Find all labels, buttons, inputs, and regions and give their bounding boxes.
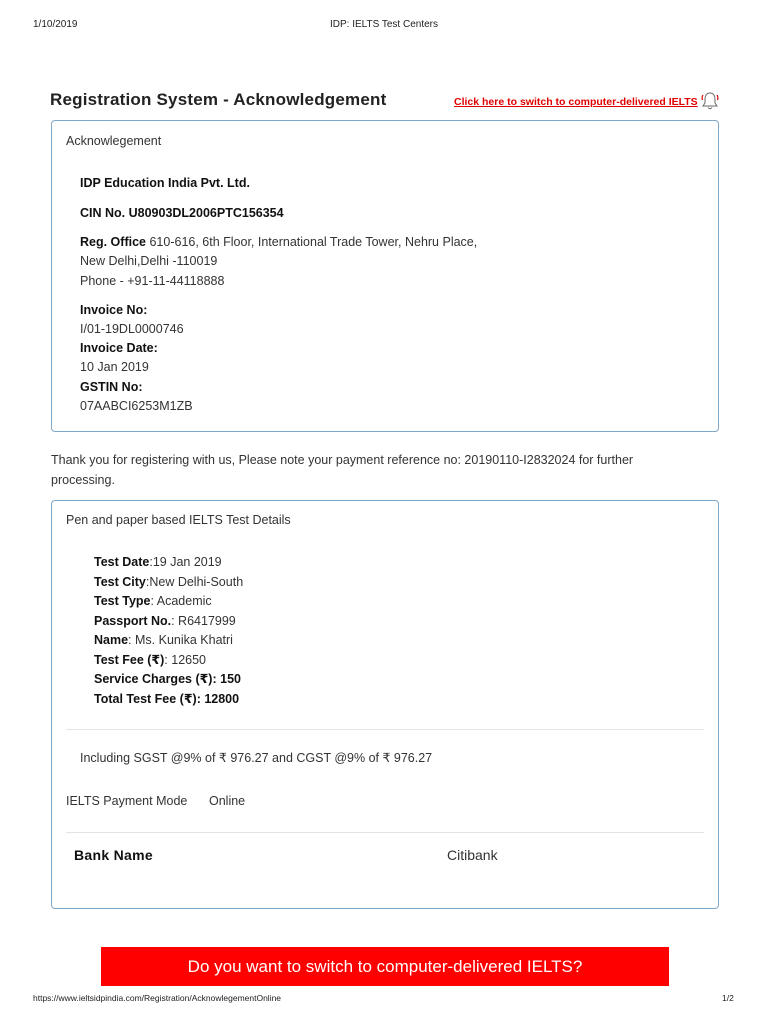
switch-to-computer-delivered-link[interactable]: Click here to switch to computer-delivered IELTS xyxy=(454,96,698,108)
invoice-date-label: Invoice Date: xyxy=(80,341,158,355)
switch-to-computer-delivered-banner[interactable]: Do you want to switch to computer-delivered IELTS? xyxy=(101,947,669,986)
reg-office-label: Reg. Office xyxy=(80,235,146,249)
payment-mode-value: Online xyxy=(209,794,246,808)
detail-label: Total Test Fee (₹) xyxy=(94,691,197,706)
gst-note: Including SGST @9% of ₹ 976.27 and CGST @9% of ₹ 976.27 xyxy=(80,751,433,765)
detail-label: Passport No. xyxy=(94,613,172,628)
detail-value: : Ms. Kunika Khatri xyxy=(128,633,233,647)
reg-office-city: New Delhi,Delhi -110019 xyxy=(80,254,218,268)
gstin-label: GSTIN No: xyxy=(80,380,143,394)
detail-row xyxy=(94,553,243,573)
detail-row xyxy=(94,631,243,651)
detail-row xyxy=(94,592,243,612)
acknowledgement-panel xyxy=(51,120,719,432)
invoice-date-value: 10 Jan 2019 xyxy=(80,360,149,374)
detail-label: Test Date xyxy=(94,555,150,569)
phone: Phone - +91-11-44118888 xyxy=(80,274,225,288)
test-details-title: Pen and paper based IELTS Test Details xyxy=(66,513,291,527)
test-details-panel xyxy=(51,500,719,909)
print-title: IDP: IELTS Test Centers xyxy=(329,19,438,30)
detail-value: : 12800 xyxy=(196,691,240,706)
page-url: https://www.ieltsidpindia.com/Registration/AcknowlegementOnline xyxy=(33,993,282,1003)
detail-value: : R6417999 xyxy=(171,613,236,628)
bank-name-label: Bank Name xyxy=(74,847,153,863)
cin-number: CIN No. U80903DL2006PTC156354 xyxy=(80,206,284,220)
detail-label: Service Charges (₹) xyxy=(94,672,213,686)
detail-label: Test Fee (₹) xyxy=(94,652,165,667)
detail-label: Test City xyxy=(94,574,146,589)
reg-office-address: 610-616, 6th Floor, International Trade Tower, Nehru Place, xyxy=(146,235,478,249)
divider xyxy=(66,729,704,730)
detail-value: :19 Jan 2019 xyxy=(149,555,222,569)
thank-you-line1: Thank you for registering with us, Please note your payment reference no: 20190110-I2832024 for further xyxy=(51,453,634,467)
detail-value: : 150 xyxy=(212,672,241,686)
panel-title: Acknowlegement xyxy=(66,134,162,148)
bank-name-value: Citibank xyxy=(447,847,498,863)
page-title: Registration System - Acknowledgement xyxy=(50,90,387,109)
detail-row xyxy=(94,690,243,710)
detail-value: : Academic xyxy=(150,594,212,608)
page-number: 1/2 xyxy=(722,993,734,1003)
thank-you-line2: processing. xyxy=(51,473,115,487)
detail-label: Test Type xyxy=(94,594,151,608)
detail-row xyxy=(94,651,243,671)
gstin-value: 07AABCI6253M1ZB xyxy=(80,399,193,413)
bell-icon[interactable] xyxy=(700,90,720,112)
test-details-list xyxy=(94,553,243,709)
payment-mode-label: IELTS Payment Mode xyxy=(66,794,188,808)
registered-office xyxy=(80,233,477,253)
detail-label: Name xyxy=(94,633,129,647)
detail-row xyxy=(94,573,243,593)
print-date: 1/10/2019 xyxy=(33,19,78,30)
detail-value: :New Delhi-South xyxy=(145,574,244,589)
detail-row xyxy=(94,670,243,690)
divider xyxy=(66,832,704,833)
detail-value: : 12650 xyxy=(164,652,207,667)
detail-row xyxy=(94,612,243,632)
invoice-no-label: Invoice No: xyxy=(80,303,148,317)
invoice-no-value: I/01-19DL0000746 xyxy=(80,322,184,336)
company-name: IDP Education India Pvt. Ltd. xyxy=(80,176,250,190)
